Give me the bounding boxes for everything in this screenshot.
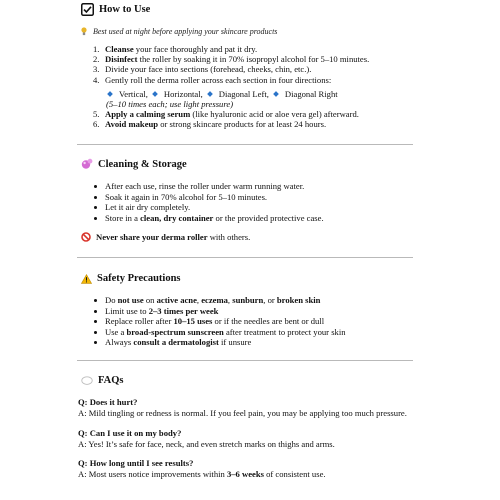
- faq-answer: A: Most users notice improvements within 3–6 weeks of consistent use.: [78, 469, 326, 479]
- list-item: 2. Disinfect the roller by soaking it in 70% isopropyl alcohol for 5–10 minutes.: [93, 54, 370, 65]
- list-item: After each use, rinse the roller under warm running water.: [93, 181, 324, 192]
- usage-note-text: Best used at night before applying your skincare products: [93, 27, 278, 36]
- usage-note: [81, 27, 277, 36]
- how-to-use-title: How to Use: [99, 4, 151, 15]
- faq-question: Q: How long until I see results?: [78, 458, 194, 468]
- never-share-warning: Never share your derma roller with others.: [81, 232, 250, 242]
- safety-list: [93, 295, 346, 348]
- cleaning-title: Cleaning & Storage: [98, 158, 187, 170]
- warning-icon: [81, 274, 92, 284]
- how-to-use-heading: [81, 3, 150, 16]
- faqs-heading: [81, 375, 123, 386]
- safety-title: Safety Precautions: [97, 273, 181, 284]
- list-item: 5. Apply a calming serum (like hyaluronic acid or aloe vera gel) afterward.: [93, 109, 359, 119]
- no-entry-icon: [81, 232, 91, 242]
- divider: [77, 360, 413, 361]
- list-item: 1. Cleanse your face thoroughly and pat it dry.: [93, 44, 258, 54]
- direction-list: Vertical, Horizontal, Diagonal Left, Diagonal Right: [106, 89, 338, 99]
- list-item: Let it air dry completely.: [93, 202, 324, 213]
- list-item: Replace roller after 10–15 uses or if the needles are bent or dull: [93, 316, 346, 327]
- faqs-title: FAQs: [98, 375, 124, 386]
- divider: [77, 144, 413, 145]
- cleaning-heading: [81, 158, 187, 170]
- checkbox-checked-icon: [81, 3, 94, 16]
- cleaning-list: [93, 181, 324, 223]
- faq-answer: A: Yes! It’s safe for face, neck, and even stretch marks on thighs and arms.: [78, 439, 335, 449]
- list-item: 6. Avoid makeup or strong skincare products for at least 24 hours.: [93, 119, 327, 130]
- light-bulb-icon: [81, 27, 87, 36]
- faq-answer: A: Mild tingling or redness is normal. If you feel pain, you may be applying too much pressure.: [78, 408, 407, 418]
- blue-diamond-icon: [207, 91, 213, 97]
- divider: [77, 257, 413, 258]
- faq-question: Q: Can I use it on my body?: [78, 428, 182, 438]
- list-item: 4. Gently roll the derma roller across each section in four directions:: [93, 74, 332, 85]
- directions-note: (5–10 times each; use light pressure): [106, 99, 234, 109]
- faq-question: Q: Does it hurt?: [78, 397, 138, 407]
- soap-bubbles-icon: [81, 158, 93, 170]
- blue-diamond-icon: [107, 91, 113, 97]
- safety-heading: [81, 273, 181, 284]
- list-item: 3. Divide your face into sections (forehead, cheeks, chin, etc.).: [93, 64, 312, 75]
- list-item: Always consult a dermatologist if unsure: [93, 337, 346, 348]
- list-item: Soak it again in 70% alcohol for 5–10 minutes.: [93, 192, 324, 203]
- list-item: Limit use to 2–3 times per week: [93, 306, 346, 317]
- list-item: Store in a clean, dry container or the provided protective case.: [93, 213, 324, 224]
- list-item: Use a broad-spectrum sunscreen after treatment to protect your skin: [93, 327, 346, 338]
- blue-diamond-icon: [273, 91, 279, 97]
- list-item: Do not use on active acne, eczema, sunburn, or broken skin: [93, 295, 346, 306]
- speech-bubble-icon: [81, 376, 93, 386]
- steps-list-continued: [93, 109, 359, 129]
- blue-diamond-icon: [152, 91, 158, 97]
- steps-list: [93, 44, 369, 85]
